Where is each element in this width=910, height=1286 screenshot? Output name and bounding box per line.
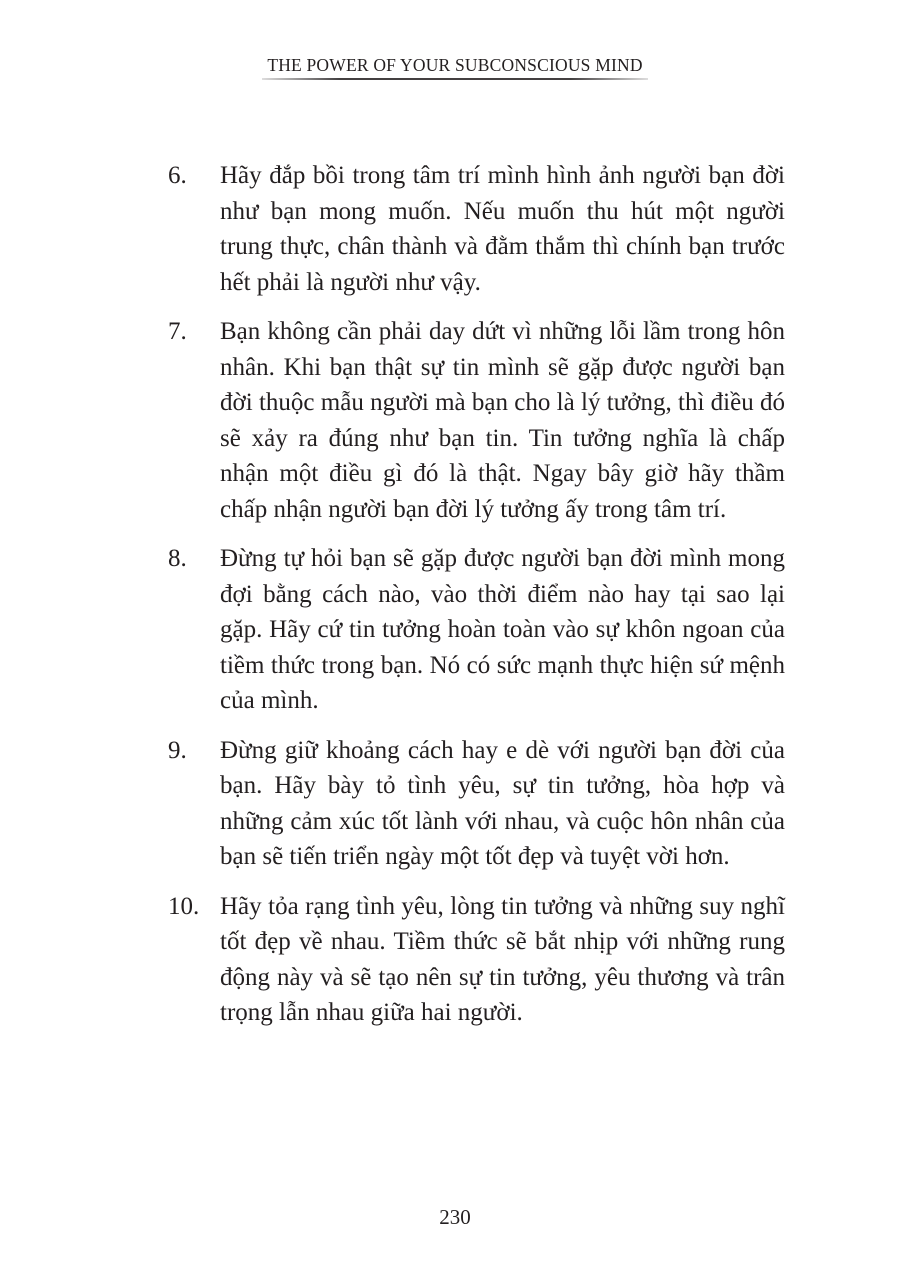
list-item-9 bbox=[160, 733, 785, 875]
book-title: THE POWER OF YOUR SUBCONSCIOUS MIND bbox=[267, 55, 643, 75]
list-item-10 bbox=[160, 889, 785, 1031]
list-item-number: 10. bbox=[168, 892, 200, 920]
page-number: 230 bbox=[439, 1205, 471, 1229]
running-header bbox=[0, 55, 910, 76]
list-item-text: Hãy tỏa rạng tình yêu, lòng tin tưởng và những suy nghĩ tốt đẹp về nhau. Tiềm thức sẽ bắt nhịp với những rung động này và sẽ tạo nên sự tin tưởng, yêu thương và trân trọng lẫn nhau giữa hai người. bbox=[220, 892, 785, 1026]
list-item-7 bbox=[160, 314, 785, 527]
list-item-8 bbox=[160, 541, 785, 719]
list-item-text: Đừng giữ khoảng cách hay e dè với người bạn đời của bạn. Hãy bày tỏ tình yêu, sự tin tưởng, hòa hợp và những cảm xúc tốt lành với nhau, và cuộc hôn nhân của bạn sẽ tiến triển ngày một tốt đẹp và tuyệt vời hơn. bbox=[220, 736, 785, 870]
list-item-text: Bạn không cần phải day dứt vì những lỗi lầm trong hôn nhân. Khi bạn thật sự tin mình sẽ gặp được người bạn đời thuộc mẫu người mà bạn cho là lý tưởng, thì điều đó sẽ xảy ra đúng như bạn tin. Tin tưởng nghĩa là chấp nhận một điều gì đó là thật. Ngay bây giờ hãy thầm chấp nhận người bạn đời lý tưởng ấy trong tâm trí. bbox=[220, 318, 785, 523]
list-item-text: Đừng tự hỏi bạn sẽ gặp được người bạn đời mình mong đợi bằng cách nào, vào thời điểm nào hay tại sao lại gặp. Hãy cứ tin tưởng hoàn toàn vào sự khôn ngoan của tiềm thức trong bạn. Nó có sức mạnh thực hiện sứ mệnh của mình. bbox=[220, 545, 785, 714]
list-item-text: Hãy đắp bồi trong tâm trí mình hình ảnh người bạn đời như bạn mong muốn. Nếu muốn thu hút một người trung thực, chân thành và đằm thắm thì chính bạn trước hết phải là người như vậy. bbox=[220, 162, 785, 296]
list-item-number: 9. bbox=[168, 736, 187, 764]
list-item-number: 7. bbox=[168, 318, 187, 345]
numbered-list bbox=[160, 158, 785, 1045]
header-rule bbox=[262, 78, 648, 80]
list-item-6 bbox=[160, 158, 785, 300]
list-item-number: 8. bbox=[168, 545, 187, 572]
list-item-number: 6. bbox=[168, 162, 187, 189]
